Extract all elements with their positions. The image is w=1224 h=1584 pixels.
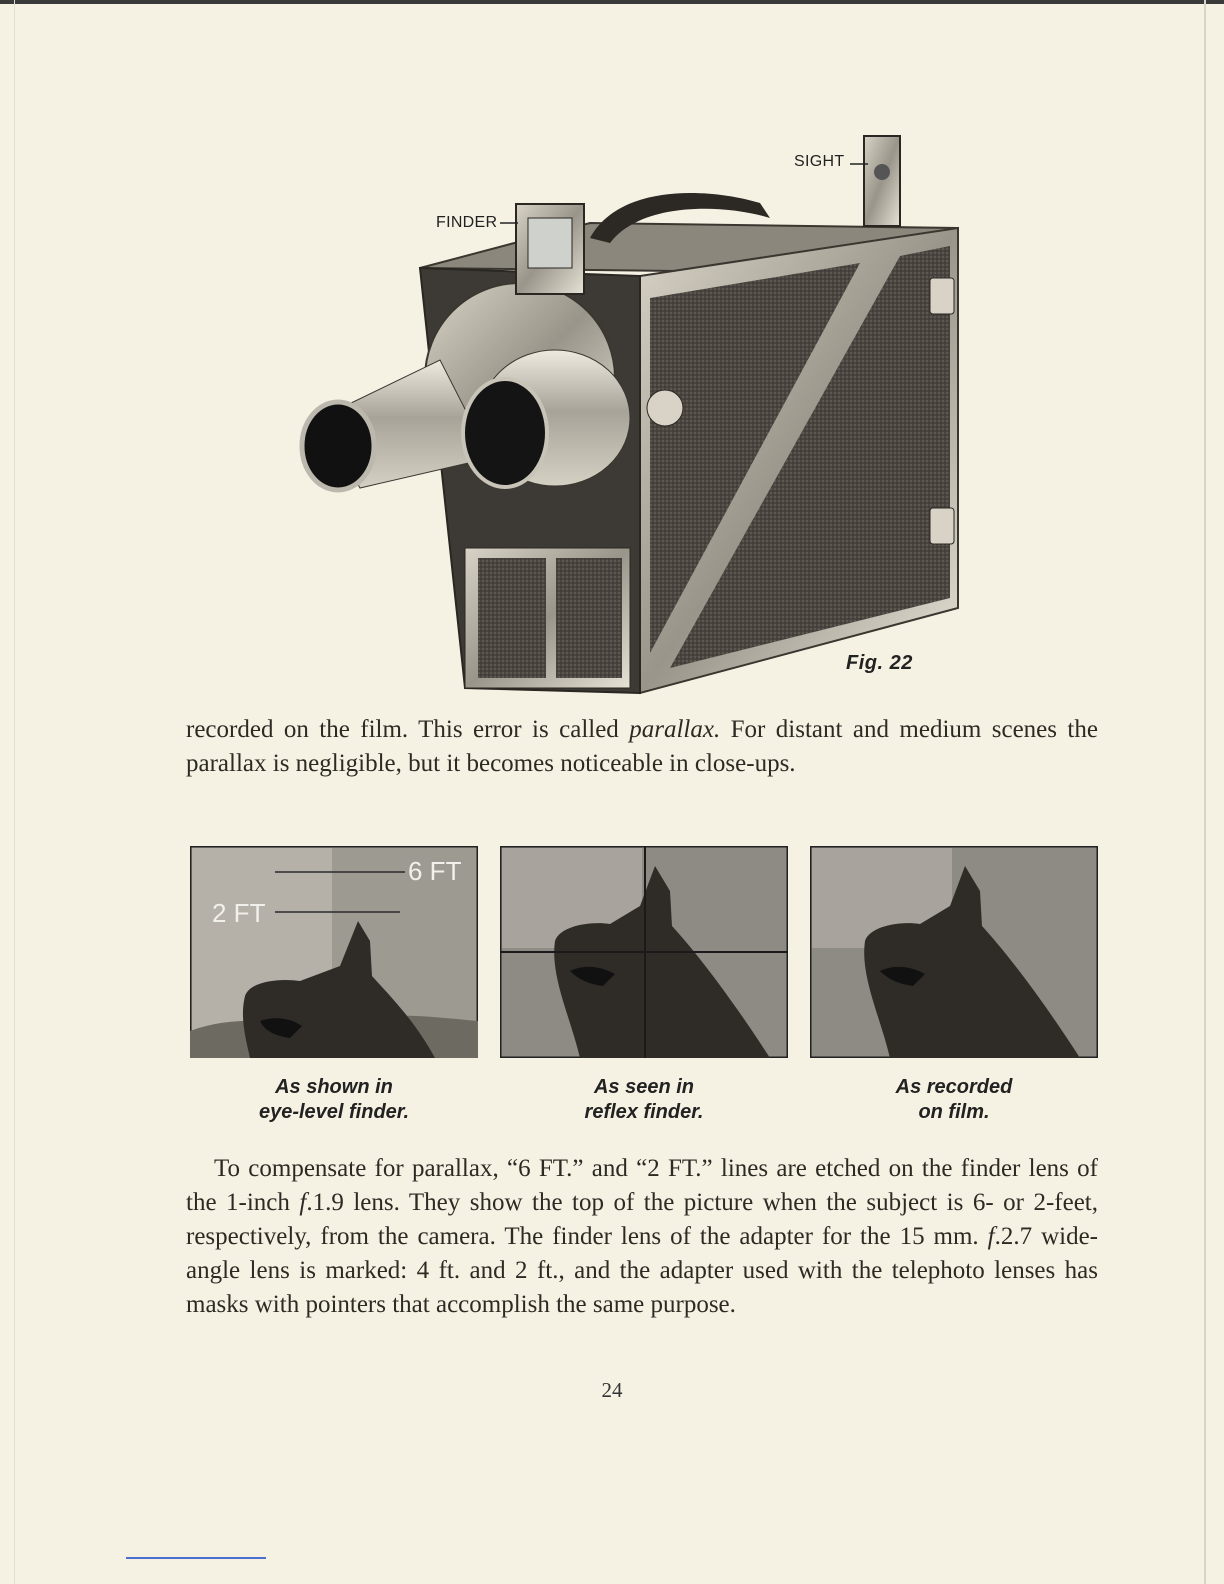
- page-top-edge: [0, 0, 1224, 4]
- hinge-bottom: [930, 508, 954, 544]
- page-right-edge: [1204, 0, 1206, 1584]
- side-knob: [647, 390, 683, 426]
- parallax-term: parallax.: [629, 716, 721, 743]
- caption-line: eye-level finder.: [258, 1101, 410, 1123]
- scan-mark: [126, 1557, 266, 1559]
- f-stop-symbol: f: [299, 1189, 307, 1216]
- finder-glass: [528, 218, 572, 268]
- f-stop-symbol: f: [987, 1223, 995, 1250]
- photo-recorded-on-film: [810, 846, 1098, 1058]
- paragraph-parallax-text-1: recorded on the film. This error is called: [186, 716, 630, 743]
- camera-front-door-2: [556, 558, 622, 678]
- paragraph-compensation-text-2: .1.9 lens. They show the top of the picture when the subject is 6- or 2-feet, respectively, from the camera. The finder lens of the adapter for the 15 mm.: [186, 1189, 1098, 1250]
- photo-reflex-finder: [500, 846, 788, 1058]
- finder-callout: FINDER: [436, 214, 498, 231]
- caption-line: As recorded: [895, 1076, 1013, 1098]
- caption-line: As shown in: [275, 1076, 393, 1098]
- sight-callout: SIGHT: [794, 153, 845, 170]
- lens-long-front: [302, 402, 374, 490]
- camera-front-door-1: [478, 558, 546, 678]
- sight-aperture: [874, 164, 890, 180]
- page-number: 24: [601, 1378, 623, 1402]
- caption-recorded-on-film: [810, 1075, 1098, 1125]
- paragraph-compensation: [186, 1152, 1098, 1322]
- page-left-edge: [14, 0, 15, 1584]
- paragraph-compensation-text-3: .2.7 wide-angle lens is marked: 4 ft. and 2 ft., and the adapter used with the telephoto lenses has masks with pointers that accomplish the same purpose.: [186, 1223, 1098, 1318]
- figure-label: Fig. 22: [846, 652, 913, 674]
- caption-eye-level-finder: [190, 1075, 478, 1125]
- photo-eye-level-finder: [190, 846, 478, 1058]
- lens-short-front: [463, 379, 547, 487]
- label-2ft: 2 FT: [212, 898, 266, 928]
- caption-reflex-finder: [500, 1075, 788, 1125]
- sight: [864, 136, 900, 226]
- label-6ft: 6 FT: [408, 856, 462, 886]
- camera-illustration: [290, 128, 970, 700]
- paragraph-parallax: [186, 713, 1098, 781]
- paragraph-compensation-text-1: To compensate for parallax, “6 FT.” and “2 FT.” lines are etched on the finder lens of the 1-inch: [186, 1155, 1098, 1216]
- caption-line: on film.: [918, 1101, 990, 1123]
- paragraph-parallax-text-2: For distant and medium scenes the parallax is negligible, but it becomes noticeable in close-ups.: [186, 716, 1098, 777]
- caption-line: As seen in: [593, 1076, 695, 1098]
- caption-line: reflex finder.: [584, 1101, 704, 1123]
- hinge-top: [930, 278, 954, 314]
